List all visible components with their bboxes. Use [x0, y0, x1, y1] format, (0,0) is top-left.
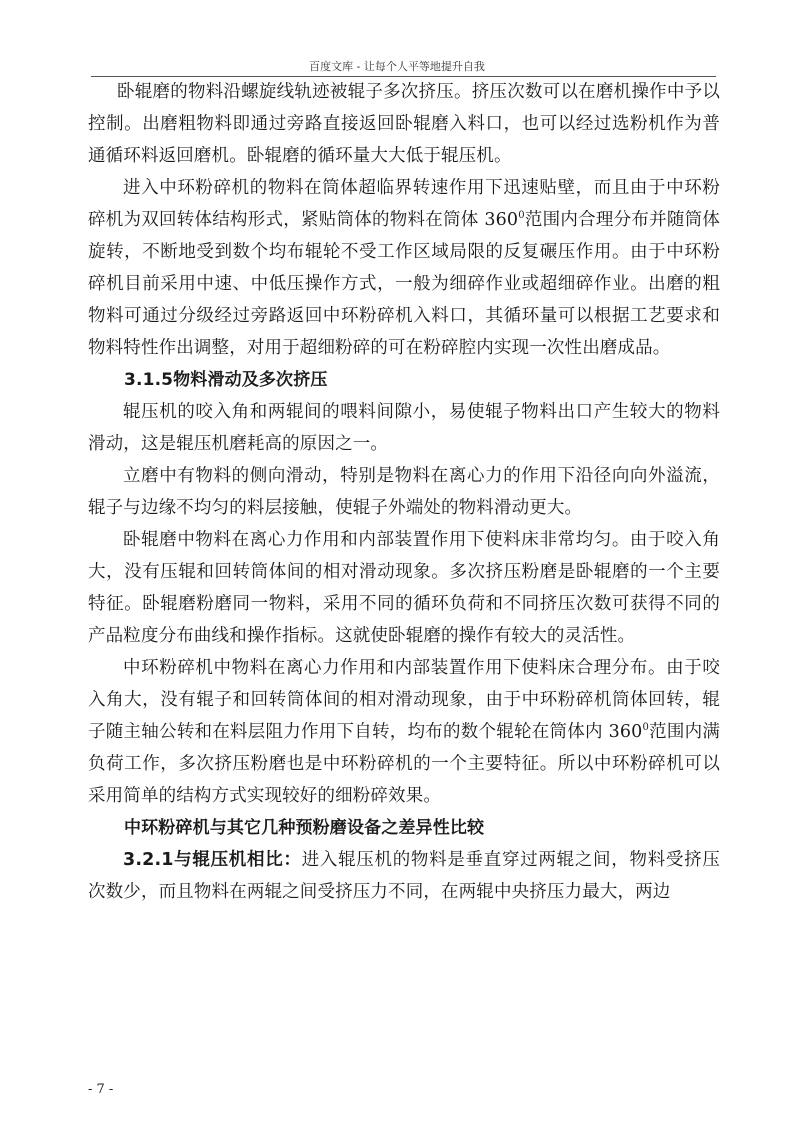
page-number: - 7 -	[88, 1082, 114, 1097]
paragraph	[88, 844, 720, 908]
paragraph: 卧辊磨中物料在离心力作用和内部装置作用下使料床非常均匀。由于咬入角大，没有压辊和回转筒体间的相对滑动现象。多次挤压粉磨是卧辊磨的一个主要特征。卧辊磨粉磨同一物料，采用不同的循环负荷和不同挤压次数可获得不同的产品粒度分布曲线和操作指标。这就使卧辊磨的操作有较大的灵活性。	[88, 530, 720, 646]
section-title: 物料滑动及多次挤压	[173, 370, 328, 390]
section-number: 3.1.5	[124, 370, 174, 390]
subsection-title: 与辊压机相比：	[173, 850, 302, 870]
paragraph-text: 进入中环粉碎机的物料在筒体超临界转速作用下迅速贴壁，而且由于中环粉碎机为双回转体结构形式，紧贴筒体的物料在筒体 360	[88, 178, 720, 230]
document-body	[88, 76, 720, 908]
paragraph: 卧辊磨的物料沿螺旋线轨迹被辊子多次挤压。挤压次数可以在磨机操作中予以控制。出磨粗物料即通过旁路直接返回卧辊磨入料口，也可以经过选粉机作为普通循环料返回磨机。卧辊磨的循环量大大低于辊压机。	[88, 82, 720, 166]
paragraph-text: 范围内合理分布并随筒体旋转，不断地受到数个均布辊轮不受工作区域局限的反复碾压作用。由于中环粉碎机目前采用中速、中低压操作方式，一般为细碎作业或超细碎作业。出磨的粗物料可通过分级经过旁路返回中环粉碎机入料口，其循环量可以根据工艺要求和物料特性作出调整，对用于超细粉碎的可在粉碎腔内实现一次性出磨成品。	[88, 210, 720, 358]
paragraph: 辊压机的咬入角和两辊间的喂料间隙小，易使辊子物料出口产生较大的物料滑动，这是辊压机磨耗高的原因之一。	[88, 402, 720, 454]
subsection-number: 3.2.1	[123, 850, 174, 870]
paragraph-text: 进入辊压机的物料是垂直穿过两辊之间，物料受挤压次数少，而且物料在两辊之间受挤压力不同，在两辊中央挤压力最大，两边	[88, 850, 720, 902]
degree-superscript: 0	[518, 210, 525, 222]
paragraph: 立磨中有物料的侧向滑动，特别是物料在离心力的作用下沿径向向外溢流，辊子与边缘不均匀的料层接触，使辊子外端处的物料滑动更大。	[88, 466, 720, 518]
section-heading	[88, 812, 720, 844]
paragraph-text: 中环粉碎机中物料在离心力作用和内部装置作用下使料床合理分布。由于咬入角大，没有辊子和回转筒体间的相对滑动现象，由于中环粉碎机筒体回转，辊子随主轴公转和在料层阻力作用下自转，均布的数个辊轮在筒体内 360	[88, 658, 720, 742]
section-heading	[88, 364, 720, 396]
page-header: 百度文库 - 让每个人平等地提升自我	[309, 60, 485, 73]
paragraph-text: 范围内满负荷工作，多次挤压粉磨也是中环粉碎机的一个主要特征。所以中环粉碎机可以采用简单的结构方式实现较好的细粉碎效果。	[88, 722, 720, 806]
paragraph	[88, 172, 720, 364]
section-title: 中环粉碎机与其它几种预粉磨设备之差异性比较	[124, 818, 485, 838]
paragraph	[88, 652, 720, 812]
degree-superscript: 0	[642, 722, 649, 734]
